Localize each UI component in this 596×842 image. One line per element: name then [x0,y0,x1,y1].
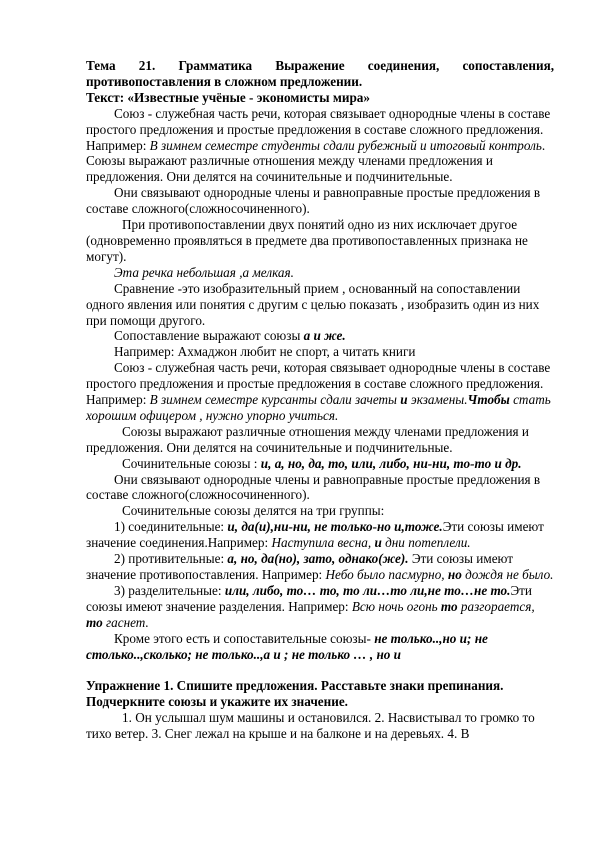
exercise-title: Упражнение 1. Спишите предложения. Расставьте знаки препинания. Подчеркните союзы и укажите их значение. [86,678,504,710]
topic-heading-line2: противопоставления в сложном предложении. [86,73,363,89]
text-title: Текст: «Известные учёные - экономисты мира» [86,89,370,105]
document-content [86,58,554,742]
example-text: В зимнем семестре студенты сдали рубежный и итоговый контроль [149,137,542,153]
paragraph-comparative: Кроме этого есть и сопоставительные союзы- не только..,но и; не столько..,сколько; не только..,а и ; не только … , но и [86,630,488,662]
exercise-text: 1. Он услышал шум машины и остановился. 2. Насвистывал то громко то тихо ветер. 3. Снег лежал на крыше и на балконе и на деревьях. 4. В [86,710,535,742]
topic-heading-line1: Тема 21. Грамматика Выражение соединения, сопоставления, [86,58,554,73]
paragraph-coordinating-role-2: Они связывают однородные члены и равноправные простые предложения в составе сложного(сложносочиненного). [86,471,541,503]
paragraph-coordinating-role: Они связывают однородные члены и равноправные простые предложения в составе сложного(сложносочиненного). [86,185,541,217]
paragraph-conjunction-definition-2: Союз - служебная часть речи, которая связывает однородные члены в составе простого предложения и простые предложения в составе сложного предложения. Например: В зимнем семестре курсанты сдали зачеты и экзамены.Чтобы стать хорошим офицером , нужно упорно учиться. [86,360,551,423]
paragraph-disjunctive: 3) разделительные: или, либо, то… то, то ли…то ли,не то…не то.Эти союзы имеют значение разделения. Например: Всю ночь огонь то разгорается, то гаснет. [86,582,535,630]
paragraph-three-groups: Сочинительные союзы делятся на три группы: [122,503,385,519]
paragraph-juxtaposition: Сопоставление выражают союзы а и же. [114,328,346,344]
paragraph-connective: 1) соединительные: и, да(и),ни-ни, не только-но и,тоже.Эти союзы имеют значение соединения.Например: Наступила весна, и дни потеплели. [86,519,544,551]
paragraph-relations: Союзы выражают различные отношения между членами предложения и предложения. Они делятся на сочинительные и подчинительные. [86,423,529,455]
paragraph-comparison: Сравнение -это изобразительный прием , основанный на сопоставлении одного явления или понятия с другим с целью показать , изобразить один из них при помощи другого. [86,280,540,328]
paragraph-juxtaposition-example: Например: Ахмаджон любит не спорт, а читать книги [114,344,416,360]
paragraph-adversative: 2) противительные: а, но, да(но), зато, однако(же). Эти союзы имеют значение противопоставления. Например: Небо было пасмурно, но дождя не было. [86,551,554,582]
paragraph-conjunction-definition: Союз - служебная часть речи, которая связывает однородные члены в составе простого предложения и простые предложения в составе сложного предложения. Например: В зимнем семестре студенты сдали рубежный и итоговый контроль. Союзы выражают различные отношения между членами предложения и предложения. Они делятся на сочинительные и подчинительные. [86,105,551,185]
paragraph-contrast-example: Эта речка небольшая ,а мелкая. [114,264,294,280]
spacer [86,662,554,678]
paragraph-coordinating-list: Сочинительные союзы : и, а, но, да, то, или, либо, ни-ни, то-то и др. [122,455,522,471]
paragraph-contrast: При противопоставлении двух понятий одно из них исключает другое (одновременно проявляться в предмете два противопоставленных признака не могут). [86,217,528,264]
